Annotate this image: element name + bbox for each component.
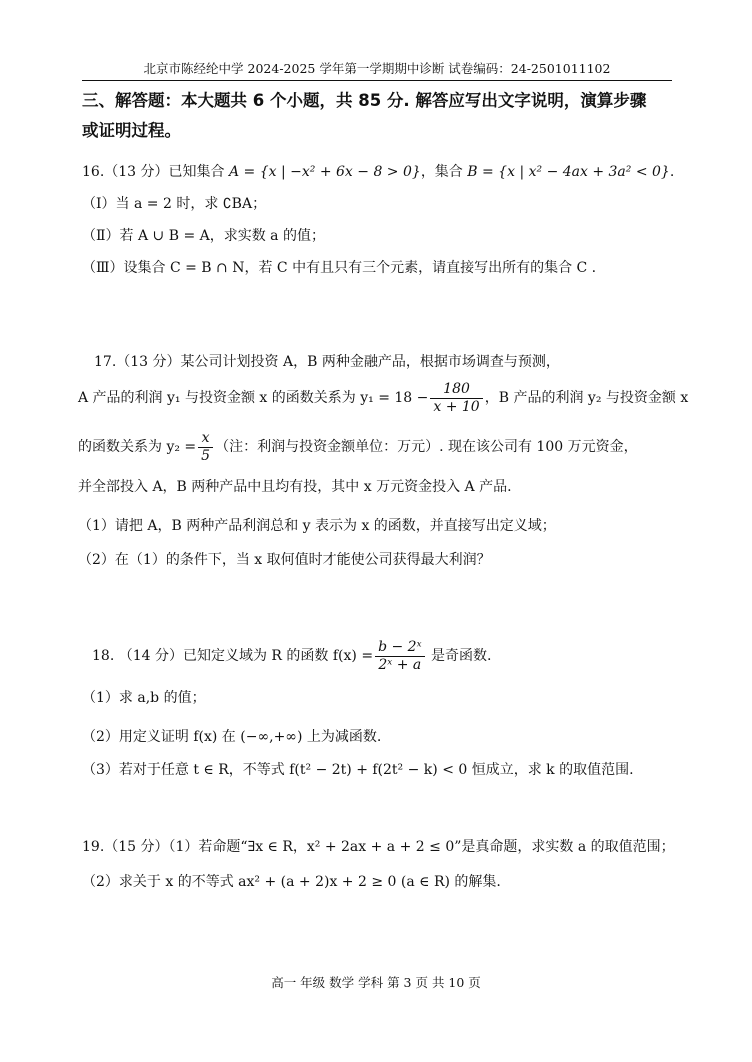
section-title-line-1: 三、解答题：本大题共 6 个小题，共 85 分. 解答应写出文字说明，演算步骤 xyxy=(82,91,647,110)
q17-line-3-b: （注：利润与投资金额单位：万元）. 现在该公司有 100 万元资金， xyxy=(215,439,638,455)
q18-part-2: （2）用定义证明 f(x) 在 (−∞,+∞) 上为减函数. xyxy=(82,729,382,745)
q16-intro-a: 16.（13 分）已知集合 xyxy=(82,164,229,180)
q17-fraction-a-numerator: 180 xyxy=(443,380,470,397)
q18-fraction xyxy=(375,639,424,674)
q19-line-2: （2）求关于 x 的不等式 ax² + (a + 2)x + 2 ≥ 0 (a ∈ R) 的解集. xyxy=(82,874,501,890)
q18-part-3: （3）若对于任意 t ∈ R，不等式 f(t² − 2t) + f(2t² − k) < 0 恒成立，求 k 的取值范围. xyxy=(82,762,634,778)
q16-part-3: （Ⅲ）设集合 C = B ∩ N，若 C 中有且只有三个元素，请直接写出所有的集合 C . xyxy=(82,260,597,276)
q17-line-2-a: A 产品的利润 y₁ 与投资金额 x 的函数关系为 y₁ = 18 − xyxy=(78,390,429,406)
q17-fraction-b xyxy=(198,430,213,465)
q16-intro-end: . xyxy=(669,164,675,180)
q18-line-1-b: 是奇函数. xyxy=(426,648,492,664)
q17-line-4: 并全部投入 A，B 两种产品中且均有投，其中 x 万元资金投入 A 产品. xyxy=(78,479,512,495)
q17-fraction-a xyxy=(430,381,482,416)
section-title-line-2: 或证明过程。 xyxy=(82,121,181,140)
q16-part-2: （Ⅱ）若 A ∪ B = A，求实数 a 的值； xyxy=(82,228,325,244)
page-header: 北京市陈经纶中学 2024-2025 学年第一学期期中诊断 试卷编码：24-2501011102 xyxy=(143,61,611,76)
q18-line-1 xyxy=(92,637,491,675)
q17-part-2: （2）在（1）的条件下，当 x 取何值时才能使公司获得最大利润？ xyxy=(78,552,491,568)
q17-fraction-b-denominator: 5 xyxy=(198,447,213,465)
q19-line-1: 19.（15 分）（1）若命题“∃x ∈ R，x² + 2ax + a + 2 ≤ 0”是真命题，求实数 a 的取值范围； xyxy=(82,839,675,855)
q17-part-1: （1）请把 A，B 两种产品利润总和 y 表示为 x 的函数，并直接写出定义域； xyxy=(78,518,556,534)
q16-intro-b: ，集合 xyxy=(420,164,468,180)
q17-line-3-a: 的函数关系为 y₂ = xyxy=(78,439,197,455)
q17-line-2 xyxy=(78,379,688,417)
q16-intro xyxy=(82,162,674,182)
q18-fraction-denominator: 2ˣ + a xyxy=(375,656,424,674)
q17-fraction-a-denominator: x + 10 xyxy=(430,398,482,416)
q18-part-1: （1）求 a,b 的值； xyxy=(82,690,206,706)
q16-part-1: （Ⅰ）当 a = 2 时，求 ∁BA； xyxy=(82,196,267,212)
q16-set-b: B = {x | x² − 4ax + 3a² < 0} xyxy=(467,164,670,180)
q17-line-3 xyxy=(78,428,638,466)
q17-fraction-b-numerator: x xyxy=(201,429,210,446)
section-title xyxy=(82,86,682,146)
q17-line-1: 17.（13 分）某公司计划投资 A，B 两种金融产品，根据市场调查与预测， xyxy=(94,354,560,370)
page-footer: 高一 年级 数学 学科 第 3 页 共 10 页 xyxy=(271,975,481,990)
q18-fraction-numerator: b − 2ˣ xyxy=(378,638,422,655)
q17-line-2-b: ，B 产品的利润 y₂ 与投资金额 x xyxy=(484,390,689,406)
q18-line-1-a: 18. （14 分）已知定义域为 R 的函数 f(x) = xyxy=(92,648,374,664)
q16-set-a: A = {x | −x² + 6x − 8 > 0} xyxy=(228,164,421,180)
header-divider xyxy=(82,80,672,81)
